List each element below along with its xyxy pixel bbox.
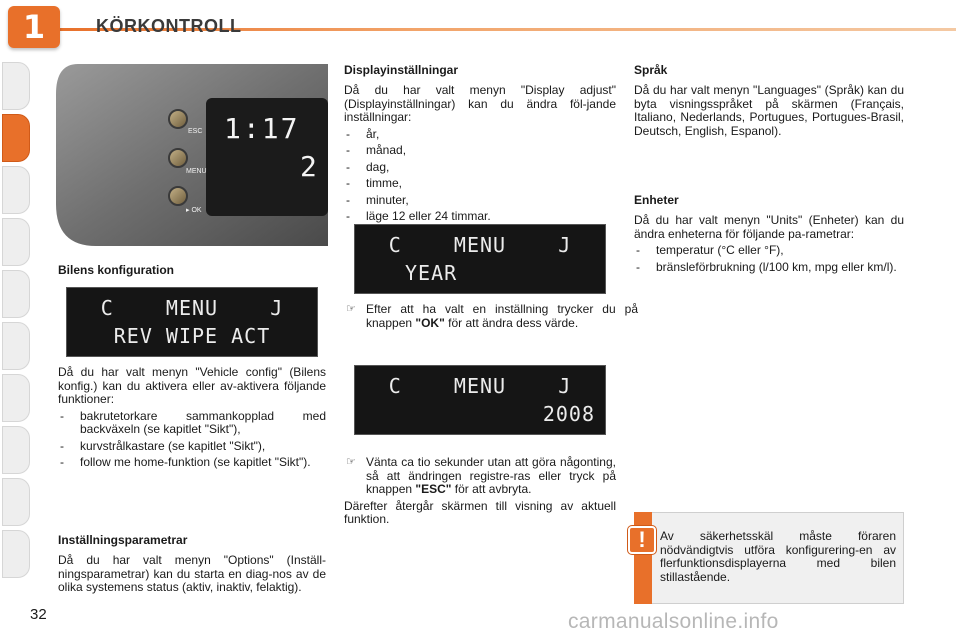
chapter-tab[interactable] <box>2 426 30 474</box>
list-item: - dag, <box>344 161 616 175</box>
chapter-tab[interactable] <box>2 478 30 526</box>
display-value: 2 <box>300 150 317 183</box>
page-title: KÖRKONTROLL <box>96 16 242 36</box>
esc-key: "ESC" <box>415 482 452 496</box>
list-item: - läge 12 eller 24 timmar. <box>344 210 616 224</box>
ok-label: ▸ OK <box>186 207 202 214</box>
lcd-line: 2008 <box>542 402 595 426</box>
menu-label: MENU <box>186 168 207 175</box>
display-unit-photo <box>56 64 328 246</box>
chapter-tab[interactable] <box>2 218 30 266</box>
vehicle-config-list <box>58 410 326 470</box>
options-text: Då du har valt menyn "Options" (Inställ-ningsparametrar) kan du starta en diag-nos av de olika systemens status (aktiv, inaktiv, felaktig). <box>58 553 326 594</box>
chapter-tab[interactable] <box>2 374 30 422</box>
list-item: - månad, <box>344 144 616 158</box>
list-item: - timme, <box>344 177 616 191</box>
display-time: 1:17 <box>224 112 300 145</box>
note-esc: ☞ Vänta ca tio sekunder utan att göra någonting, så att ändringen registre-ras eller tryck på knappen "ESC" för att avbryta. <box>346 455 616 496</box>
list-item: - år, <box>344 128 616 142</box>
units-list <box>634 244 904 274</box>
lcd-line: YEAR <box>405 261 458 285</box>
display-adjust-section <box>344 63 616 227</box>
language-heading: Språk <box>634 63 668 77</box>
list-item: - kurvstrålkastare (se kapitlet "Sikt"), <box>58 440 326 454</box>
units-intro: Då du har valt menyn "Units" (Enheter) kan du ändra enheterna för följande pa-rametrar: <box>634 213 904 241</box>
chapter-tab[interactable] <box>2 322 30 370</box>
language-section <box>634 63 904 138</box>
list-item: - bränsleförbrukning (l/100 km, mpg eller km/l). <box>634 261 904 275</box>
list-item: - follow me home-funktion (se kapitlet "Sikt"). <box>58 456 326 470</box>
options-section <box>58 533 326 595</box>
warning-icon: ! <box>628 526 656 554</box>
chapter-tab[interactable] <box>2 530 30 578</box>
display-adjust-outro: Därefter återgår skärmen till visning av aktuell funktion. <box>344 498 616 526</box>
watermark: carmanualsonline.info <box>568 610 779 633</box>
vehicle-config-heading: Bilens konfiguration <box>58 263 175 277</box>
display-adjust-heading: Displayinställningar <box>344 63 459 77</box>
lcd-line: C MENU J <box>100 296 284 320</box>
warning-text: Av säkerhetsskäl måste föraren nödvändigtvis utföra konfigurering-en av flerfunktionsdisplayerna med bilen stillastående. <box>660 529 896 584</box>
display-adjust-intro: Då du har valt menyn "Display adjust" (Displayinställningar) kan du ändra föl-jande inställningar: <box>344 83 616 124</box>
lcd-2008 <box>354 365 606 435</box>
list-item: - minuter, <box>344 194 616 208</box>
lcd-line: C MENU J <box>388 374 572 398</box>
pointing-hand-icon: ☞ <box>346 456 356 468</box>
chapter-tab[interactable] <box>2 166 30 214</box>
esc-label: ESC <box>188 128 203 135</box>
chapter-number: 1 <box>22 8 46 46</box>
lcd-year <box>354 224 606 294</box>
note-esc-section <box>344 456 616 527</box>
page-number: 32 <box>30 606 47 623</box>
lcd-line: C MENU J <box>388 233 572 257</box>
chapter-tab[interactable] <box>2 62 30 110</box>
chapter-tab-active[interactable] <box>2 114 30 162</box>
display-adjust-list <box>344 128 616 224</box>
language-text: Då du har valt menyn "Languages" (Språk) kan du byta visningsspråket på skärmen (Français, Italiano, Nederlands, Portugues, Portugues-Brasil, Deutsch, English, Espanol). <box>634 83 904 138</box>
vehicle-config-intro: Då du har valt menyn "Vehicle config" (Bilens konfig.) kan du aktivera eller av-aktivera följande funktioner: <box>58 365 326 406</box>
options-heading: Inställningsparametrar <box>58 533 188 547</box>
lcd-line: REV WIPE ACT <box>113 324 271 348</box>
list-item: - temperatur (°C eller °F), <box>634 244 904 258</box>
vehicle-config-section <box>58 366 326 473</box>
lcd-vehicle-config <box>66 287 318 357</box>
ok-key: "OK" <box>415 315 445 330</box>
chapter-tabs <box>0 62 32 582</box>
units-heading: Enheter <box>634 193 679 207</box>
list-item: - bakrutetorkare sammankopplad med backväxeln (se kapitlet "Sikt"), <box>58 410 326 437</box>
chapter-tab[interactable] <box>2 270 30 318</box>
units-section <box>634 193 904 277</box>
pointing-hand-icon: ☞ <box>346 303 356 315</box>
note-ok: ☞ Efter att ha valt en inställning trycker du på knappen "OK" för att ändra dess värde. <box>346 302 638 330</box>
